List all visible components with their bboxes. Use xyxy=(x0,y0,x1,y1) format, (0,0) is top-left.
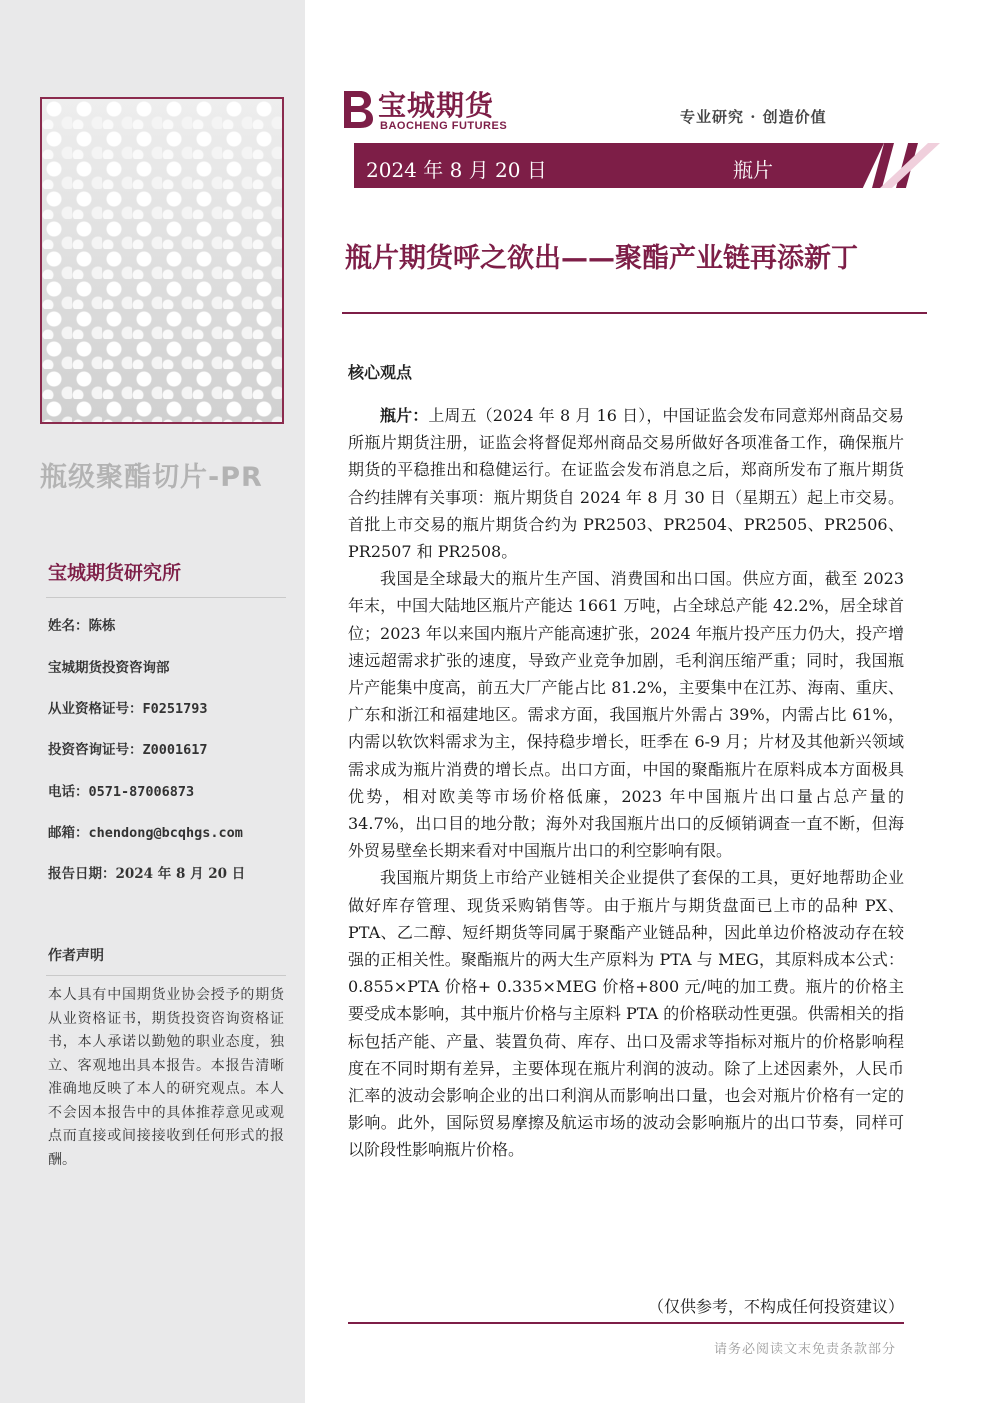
disclaimer: （仅供参考，不构成任何投资建议） xyxy=(647,1297,904,1316)
report-date: 报告日期：2024 年 8 月 20 日 xyxy=(48,866,246,882)
paragraph: 瓶片：上周五（2024 年 8 月 16 日），中国证监会发布同意郑州商品交易所瓶片期货注册，证监会将督促郑州商品交易所做好各项准备工作，确保瓶片期货的平稳推出和稳健运行。在证监会发布消息之后，郑商所发布了瓶片期货合约挂牌有关事项：瓶片期货自 2024 年 8 月 30 日（星期五）起上市交易。首批上市交易的瓶片期货合约为 PR2503、PR2504、PR2505、PR2506、PR2507 和 PR2508。 xyxy=(348,406,904,562)
phone: 电话：0571-87006873 xyxy=(48,784,195,800)
department: 宝城期货投资咨询部 xyxy=(48,660,170,676)
product-name: 瓶级聚酯切片-PR xyxy=(40,462,263,493)
category-label: 瓶片 xyxy=(733,158,773,182)
section-heading: 核心观点 xyxy=(348,363,413,382)
slogan: 专业研究 · 创造价值 xyxy=(680,108,827,126)
paragraph: 我国瓶片期货上市给产业链相关企业提供了套保的工具，更好地帮助企业做好库存管理、现货采购销售等。由于瓶片与期货盘面已上市的品种 PX、PTA、乙二醇、短纤期货等同属于聚酯产业链品种，因此单边价格波动存在较强的正相关性。聚酯瓶片的两大生产原料为 PTA 与 MEG，其原料成本公式：0.855×PTA 价格+ 0.335×MEG 价格+800 元/吨的加工费。瓶片的价格主要受成本影响，其中瓶片价格与主原料 PTA 的价格联动性更强。供需相关的指标包括产能、产量、装置负荷、库存、出口及需求等指标对瓶片的价格影响程度在不同时期有差异，主要体现在瓶片利润的波动。除了上述因素外，人民币汇率的波动会影响企业的出口利润从而影响出口量，也会对瓶片价格有一定的影响。此外，国际贸易摩擦及航运市场的波动会影响瓶片的出口节奏，同样可以阶段性影响瓶片价格。 xyxy=(348,868,904,1160)
body-text xyxy=(348,402,904,1164)
footer-note: 请务必阅读文末免责条款部分 xyxy=(713,1342,896,1357)
footer-divider xyxy=(348,1322,904,1324)
logo-text: 宝城期货 xyxy=(378,89,495,122)
divider xyxy=(46,975,286,976)
author-statement-heading: 作者声明 xyxy=(48,948,104,964)
email[interactable]: 邮箱：chendong@bcqhgs.com xyxy=(48,825,243,841)
report-date-banner: 2024 年 8 月 20 日 xyxy=(366,158,547,182)
analyst-name: 姓名：陈栋 xyxy=(48,618,116,634)
page-title: 瓶片期货呼之欲出——聚酯产业链再添新丁 xyxy=(345,243,858,274)
logo-icon xyxy=(340,85,376,129)
cover-image xyxy=(40,97,284,424)
author-statement: 本人具有中国期货业协会授予的期货从业资格证书，期货投资咨询资格证书，本人承诺以勤勉的职业态度，独立、客观地出具本报告。本报告清晰准确地反映了本人的研究观点。本人不会因本报告中的具体推荐意见或观点而直接或间接接收到任何形式的报酬。 xyxy=(48,987,284,1168)
title-divider xyxy=(342,312,927,314)
qualification-number: 从业资格证号：F0251793 xyxy=(48,701,208,717)
paragraph-lead: 瓶片： xyxy=(380,406,429,425)
institute-name: 宝城期货研究所 xyxy=(48,562,182,584)
consulting-number: 投资咨询证号：Z0001617 xyxy=(48,742,208,758)
paragraph: 我国是全球最大的瓶片生产国、消费国和出口国。供应方面，截至 2023 年末，中国大陆地区瓶片产能达 1661 万吨，占全球总产能 42.2%，居全球首位；2023 年以来国内瓶片产能高速扩张，2024 年瓶片投产压力仍大，投产增速远超需求扩张的速度，导致产业竞争加剧，毛利润压缩严重；同时，我国瓶片产能集中度高，前五大厂产能占比 81.2%，主要集中在江苏、海南、重庆、广东和浙江和福建地区。需求方面，我国瓶片外需占 39%，内需占比 61%，内需以软饮料需求为主，保持稳步增长，旺季在 6-9 月；片材及其他新兴领域需求成为瓶片消费的增长点。出口方面，中国的聚酯瓶片在原料成本方面极具优势，相对欧美等市场价格低廉，2023 年中国瓶片出口量占总产量的 34.7%，出口目的地分散；海外对我国瓶片出口的反倾销调查一直不断，但海外贸易壁垒长期来看对中国瓶片出口的利空影响有限。 xyxy=(348,569,904,861)
logo-english: BAOCHENG FUTURES xyxy=(380,120,508,132)
divider xyxy=(46,597,286,598)
sidebar xyxy=(0,0,305,1403)
